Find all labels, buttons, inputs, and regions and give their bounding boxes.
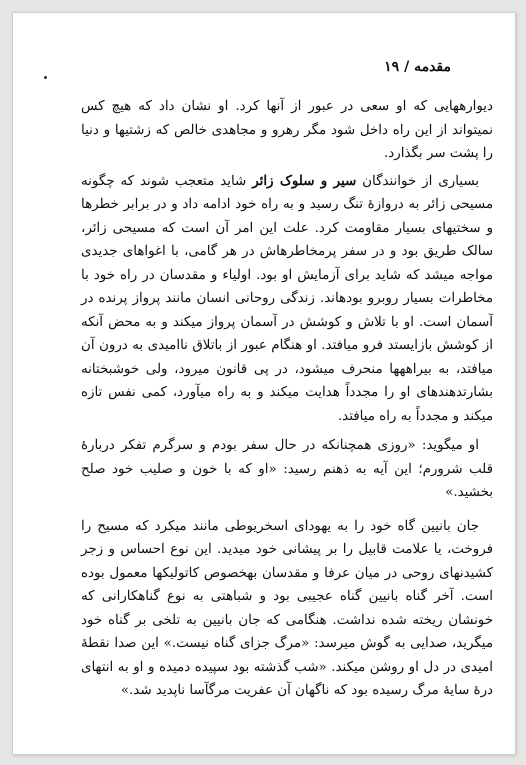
- running-header: مقدمه / ۱۹: [384, 59, 451, 75]
- paragraph-2-rest: شاید متعجب شوند که چگونه مسیحی زائر به دروازهٔ تنگ رسید و به راه خود ادامه داد و در برابر خطرها و سختیهای بسیار مقاومت کرد. علت این امر آن است که مسیحی زائر، سالک طریق بود و در سفر پرمخاطرهاش در هر گامی، با اغواهای جدیدی مواجه میشد که شاید برای آزمایش او بود. اولیاء و مقدسان در راه خود با مخاطرات بسیار روبرو بودهاند. زندگی روحانی انسان مانند پرواز پرنده در آسمان است. او با تلاش و کوشش در آسمان پرواز میکند و به محض آنکه از کوشش بازایستد فرو میافتد. او هنگام عبور از باتلاق ناامیدی به درون آن میافتد، به بیراههها منحرف میشود، در پی قانون میرود، ولی خوشبختانه بشارتدهندهای او را مجدداً هدایت میکند و به راه میآورد، کمی نفس تازه میکند و مجدداً به راه میافتد.: [81, 173, 493, 424]
- paragraph-4: جان بانیین گاه خود را به یهودای اسخریوطی مانند میکرد که مسیح را فروخت، یا علامت قابیل را بر پیشانی خود میدید. این نوع احساس و زجر کشیدنهای روحی در میان عرفا و مقدسان بهخصوص کاتولیکها معمول بوده است. آخر گناه بانیین گناه عجیبی بود و شباهتی به نوع گناهکارانی که خونشان ریخته شده نداشت. هنگامی که جان بانیین به تلخی بر گناه خود میگرید، صدایی به گوش میرسد: «مرگ جزای گناه نیست.» این صدا نقطهٔ امیدی در دل او روشن میکند. «شب گذشته بود سپیده دمیده و او به انتهای درهٔ سایهٔ مرگ رسیده بود که ناگهان آن عفریت مرگآسا ناپدید شد.»: [81, 518, 493, 698]
- book-page: [12, 12, 516, 755]
- book-title-bold: سیر و سلوک زائر: [252, 172, 357, 189]
- page-body: [81, 95, 493, 703]
- paragraph-3-quote: او میگوید: «روزی همچنانکه در حال سفر بودم و سرگرم تفکر دربارهٔ قلب شرورم؛ این آیه به ذهنم رسید: «او که با خون و صلیب خود صلح بخشید.»: [81, 438, 493, 500]
- paragraph-spacer: [81, 505, 493, 515]
- paragraph-2: [81, 170, 493, 429]
- paragraph-1: دیوارههایی که او سعی در عبور از آنها کرد. او نشان داد که هیچ کس نمیتواند از این راه داخل شود مگر رهرو و مجاهدی خالص که زشتیها و دنیا را پشت سر بگذارد.: [81, 99, 493, 161]
- page-mark-dot: [44, 76, 47, 79]
- paragraph-2-start: بسیاری از خوانندگان: [356, 173, 479, 189]
